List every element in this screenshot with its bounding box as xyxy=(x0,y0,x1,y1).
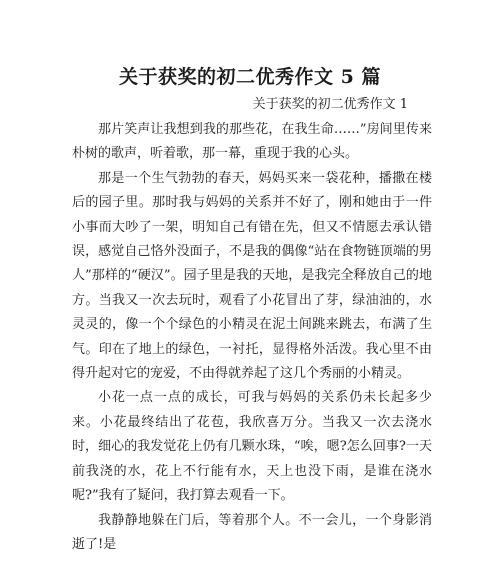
paragraph: 小花一点一点的成长，可我与妈妈的关系仍未长起多少来。小花最终结出了花苞，我欣喜万分。当我又一次去浇水时，细心的我发觉花上仍有几颗水珠，“唉，嗯?怎么回事?一天前我浇的水，花上不行能有水，天上也没下雨，是谁在浇水呢?”我有了疑问，我打算去观看一下。 xyxy=(72,390,432,504)
document-body xyxy=(72,118,432,557)
paragraph: 我静静地躲在门后，等着那个人。不一会儿，一个身影消逝了!是 xyxy=(72,512,432,552)
document-title: 关于获奖的初二优秀作文 5 篇 xyxy=(119,66,381,88)
paragraph: 那是一个生气勃勃的春天，妈妈买来一袋花种，播撒在楼后的园子里。那时我与妈妈的关系并不好了，刚和她由于一件小事而大吵了一架，明知自己有错在先，但又不情愿去承认错误，感觉自己恪外没面子，不是我的偶像“站在食物链顶端的男人”那样的“硬汉”。园子里是我的天地，是我完全释放自己的地方。当我又一次去玩时，观看了小花冒出了芽，绿油油的，水灵灵的，像一个个绿色的小精灵在泥土间跳来跳去，布满了生气。印在了地上的绿色，一衬托，显得格外活泼。我心里不由得升起对它的宠爱，不由得就养起了这几个秀丽的小精灵。 xyxy=(72,170,432,382)
paragraph: 那片笑声让我想到我的那些花，在我生命……”房间里传来朴树的歌声，听着歌，那一幕，重现于我的心头。 xyxy=(72,122,432,162)
document-subtitle: 关于获奖的初二优秀作文 1 xyxy=(252,97,408,112)
